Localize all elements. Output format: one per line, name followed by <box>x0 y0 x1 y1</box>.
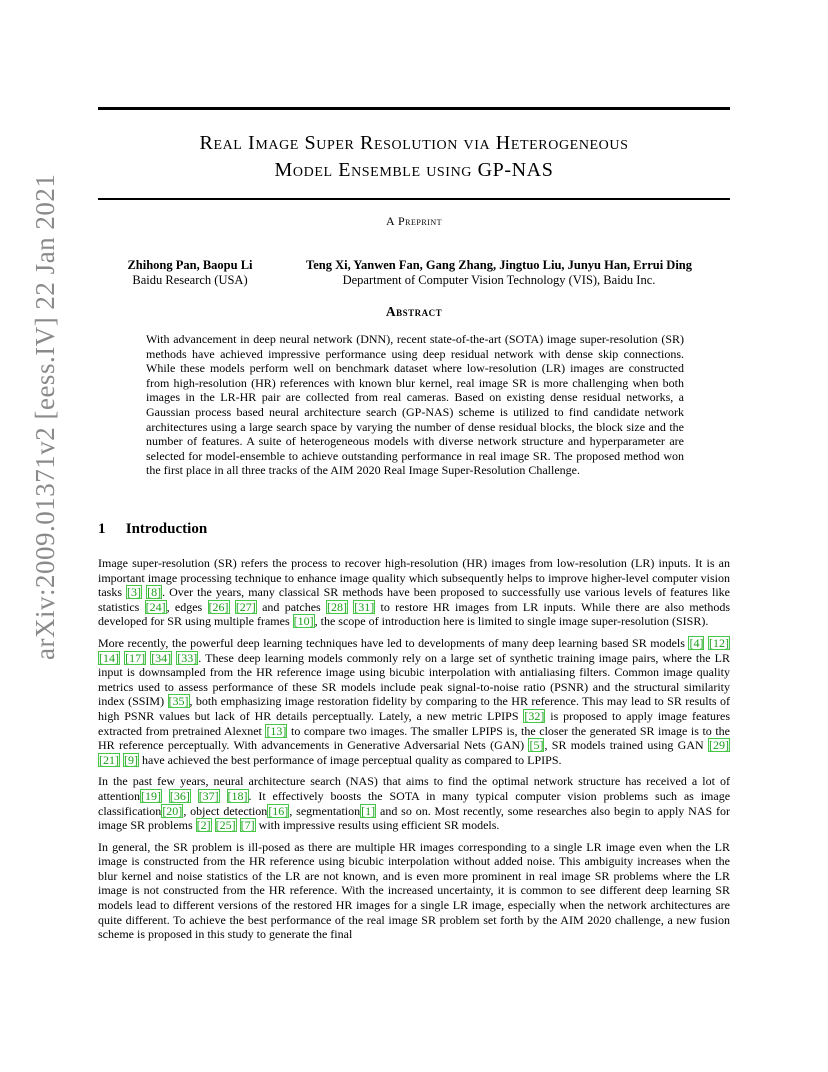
paragraph-text: , SR models trained using GAN <box>544 738 708 753</box>
paragraph <box>98 774 730 832</box>
citation-link[interactable]: [34] <box>151 650 172 665</box>
citation-link[interactable]: [27] <box>235 599 256 614</box>
citation-link[interactable]: [17] <box>125 650 146 665</box>
citation-link[interactable]: [31] <box>354 599 375 614</box>
citation-link[interactable]: [32] <box>524 708 545 723</box>
preprint-label: A Preprint <box>385 214 442 228</box>
citation-link[interactable]: [19] <box>141 788 161 803</box>
section-number: 1 <box>98 521 106 537</box>
abstract-heading: Abstract <box>385 304 443 319</box>
citation-link[interactable]: [13] <box>266 723 287 738</box>
paragraph <box>98 636 730 767</box>
paragraph-text: , the scope of introduction here is limited to single image super-resolution (SISR). <box>314 614 709 629</box>
paragraph-text: with impressive results using efficient SR models. <box>255 818 500 833</box>
title-rule-bottom <box>98 198 730 200</box>
paragraph-text: In general, the SR problem is ill-posed as there are multiple HR images corresponding to a single LR image even when the LR image is constructed from the HR reference using bicubic interpolation without added noise. This ambiguity increases when the blur kernel and noise statistics of the LR are not known, and is even more prominent in real image SR problems where the LR image is not constructed from the HR reference. With the increased uncertainty, it is common to see different deep learning SR models lead to different versions of the restored HR images for a single LR image, especially when the network architectures are quite different. To achieve the best performance of the real image SR problem set forth by the AIM 2020 challenge, a new fusion scheme is proposed in this study to generate the final <box>98 839 730 942</box>
paper-title <box>98 130 730 184</box>
citation-link[interactable]: [9] <box>124 752 138 767</box>
citation-link[interactable]: [2] <box>196 818 211 833</box>
paragraph-text: . It effectively boosts the SOTA in many typical computer vision problems such as image classification <box>98 788 731 818</box>
paragraph-text: to restore HR images from LR inputs. While there are also methods developed for SR using multiple frames <box>98 599 731 629</box>
citation-link[interactable]: [3] <box>127 585 142 600</box>
author-block-2 <box>282 258 716 288</box>
paragraph-text <box>220 789 227 803</box>
paragraph <box>98 556 730 629</box>
author-affiliation: Department of Computer Vision Technology (VIS), Baidu Inc. <box>342 273 656 287</box>
citation-link[interactable]: [24] <box>145 599 166 614</box>
author-block-1 <box>110 258 270 288</box>
paragraph-text: , edges <box>166 599 208 614</box>
paragraph-text <box>191 789 198 803</box>
citation-link[interactable]: [29] <box>708 738 729 753</box>
citation-link[interactable]: [25] <box>215 818 236 833</box>
citation-link[interactable]: [21] <box>99 752 119 767</box>
paragraph-text: and so on. Most recently, some researches also begin to apply NAS for image SR problems <box>98 803 730 833</box>
section-title: Introduction <box>125 521 208 537</box>
paragraph-text: is proposed to apply image features extracted from pretrained Alexnet <box>98 708 730 738</box>
paragraph-text: . Over the years, many classical SR methods have been proposed to successfully use various levels of features like statistics <box>98 585 731 614</box>
citation-link[interactable]: [33] <box>177 650 198 665</box>
citation-link[interactable]: [7] <box>240 818 255 833</box>
paragraph-text: and patches <box>256 599 326 614</box>
section-heading <box>98 521 207 538</box>
citation-link[interactable]: [8] <box>147 585 162 600</box>
citation-link[interactable]: [37] <box>198 788 219 803</box>
citation-link[interactable]: [26] <box>208 599 229 614</box>
paragraph-text: , segmentation <box>289 803 361 818</box>
title-rule-top <box>98 107 730 110</box>
citation-link[interactable]: [18] <box>227 788 248 803</box>
citation-link[interactable]: [5] <box>529 738 544 753</box>
citation-link[interactable]: [14] <box>99 650 119 665</box>
author-names: Teng Xi, Yanwen Fan, Gang Zhang, Jingtuo Liu, Junyu Han, Errui Ding <box>306 258 692 272</box>
citation-link[interactable]: [35] <box>168 694 189 709</box>
citation-link[interactable]: [12] <box>709 635 729 650</box>
abstract-text: With advancement in deep neural network (DNN), recent state-of-the-art (SOTA) image super-resolution (SR) methods have achieved impressive performance using deep residual network with dense skip connections. While these models perform well on benchmark dataset where low-resolution (LR) images are constructed from high-resolution (HR) references with known blur kernel, real image SR is more challenging when both images in the LR-HR pair are collected from real cameras. Based on existing dense residual networks, a Gaussian process based neural architecture search (GP-NAS) scheme is utilized to find candidate network architectures using a large search space by varying the number of dense residual blocks, the block size and the number of features. A suite of heterogeneous models with diverse network structure and hyperparameter are selected for model-ensemble to achieve outstanding performance in real image SR. The proposed method won the first place in all three tracks of the AIM 2020 Real Image Super-Resolution Challenge. <box>146 332 684 478</box>
paragraph-text: . These deep learning models commonly rely on a large set of synthetic training image pairs, where the LR input is downsampled from the HR reference image using bicubic interpolation with antialiasing filters. Common image quality metrics used to assess performance of these SR models include peak signal-to-noise ratio (PSNR) and the structural similarity index (SSIM) <box>98 650 731 709</box>
citation-link[interactable]: [20] <box>162 803 183 818</box>
paragraph-text: , object detection <box>183 803 268 818</box>
author-affiliation: Baidu Research (USA) <box>132 273 248 287</box>
citation-link[interactable]: [28] <box>326 599 347 614</box>
paragraph-text: , both emphasizing image restoration fidelity by comparing to the HR reference. This may lead to SR results of high PSNR values but lack of HR details perceptually. Lately, a new metric LPIPS <box>98 694 731 723</box>
title-line-1: Real Image Super Resolution via Heterogeneous <box>199 132 629 154</box>
paragraph-text: Image super-resolution (SR) refers the process to recover high-resolution (HR) images from low-resolution (LR) inputs. It is an important image processing technique to enhance image quality which subsequently helps to improve higher-level computer vision tasks <box>98 556 730 600</box>
paragraph-text: to compare two images. The smaller LPIPS is, the closer the generated SR image is to the HR reference perceptually. With advancements in Generative Adversarial Nets (GAN) <box>98 723 730 753</box>
arxiv-stamp: arXiv:2009.01371v2 [eess.IV] 22 Jan 2021 <box>30 173 60 660</box>
title-line-2: Model Ensemble using GP-NAS <box>274 159 554 181</box>
citation-link[interactable]: [16] <box>268 803 289 818</box>
citation-link[interactable]: [4] <box>689 635 704 650</box>
author-names: Zhihong Pan, Baopu Li <box>127 258 253 272</box>
paragraph-text <box>162 789 169 803</box>
citation-link[interactable]: [10] <box>293 614 314 629</box>
body-text <box>98 556 730 949</box>
paragraph-text: More recently, the powerful deep learning techniques have led to developments of many deep learning based SR models <box>98 635 689 650</box>
citation-link[interactable]: [1] <box>361 803 376 818</box>
paragraph-text: have achieved the best performance of image perceptual quality as compared to LPIPS. <box>139 752 562 767</box>
paragraph-text: In the past few years, neural architecture search (NAS) that aims to find the optimal network structure has received a lot of attention <box>98 774 730 803</box>
paragraph <box>98 840 730 942</box>
citation-link[interactable]: [36] <box>169 788 190 803</box>
